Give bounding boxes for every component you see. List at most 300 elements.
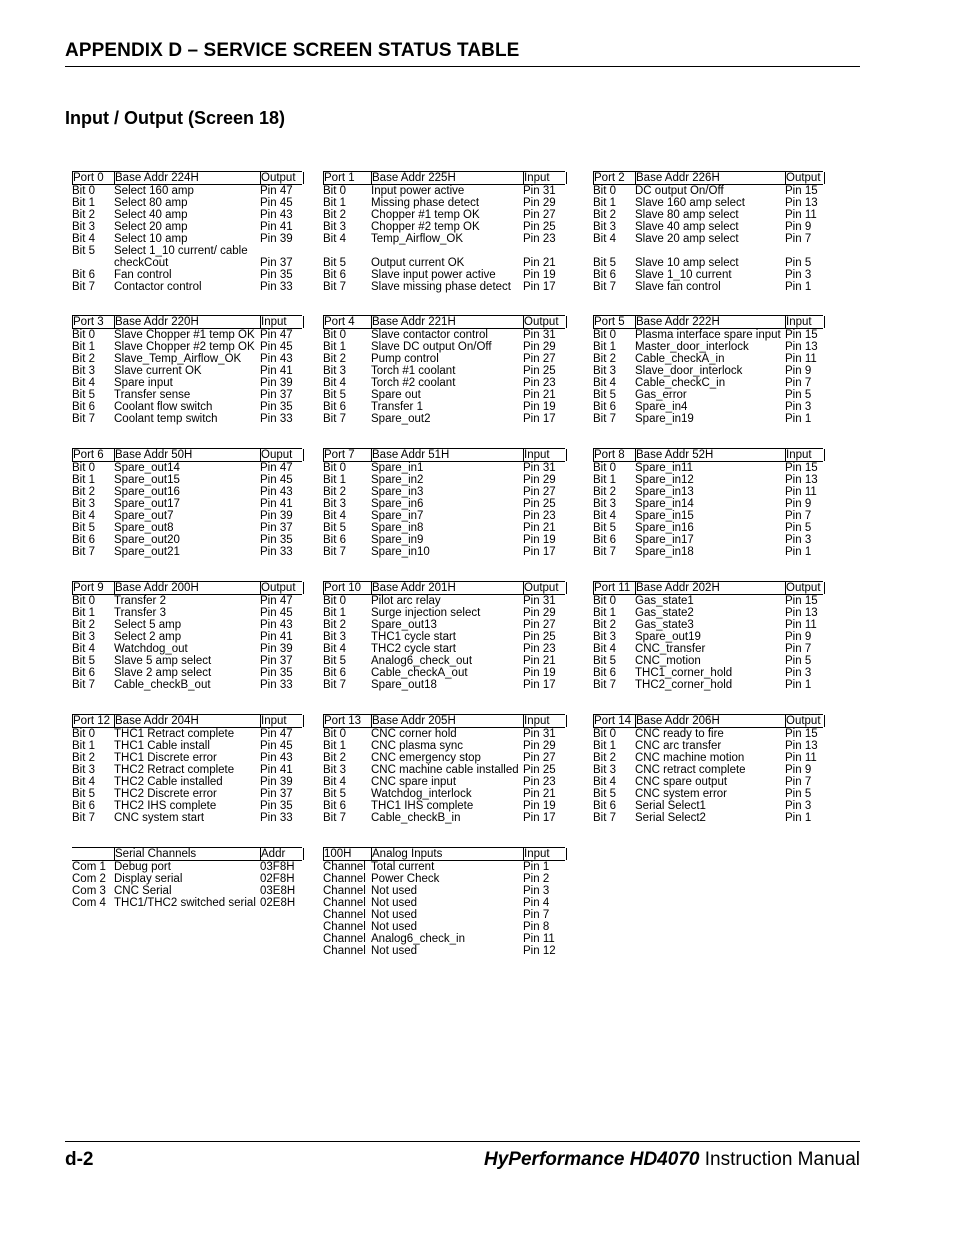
signal-name: Spare_in14 xyxy=(635,498,694,510)
direction-label: Ouput xyxy=(260,449,304,461)
port-table-header xyxy=(323,581,565,595)
table-row xyxy=(323,812,565,824)
table-row xyxy=(323,595,565,607)
bit-label: Bit 1 xyxy=(593,474,617,486)
bit-label: Bit 6 xyxy=(323,534,347,546)
bit-label: Channel xyxy=(323,921,366,933)
table-row xyxy=(323,679,565,691)
signal-name: Gas_error xyxy=(635,389,687,401)
bit-label: Bit 7 xyxy=(323,413,347,425)
bit-label: Bit 4 xyxy=(72,510,96,522)
signal-name: Not used xyxy=(371,885,418,897)
bit-label: Bit 4 xyxy=(72,377,96,389)
signal-name: Cable_checkA_in xyxy=(635,353,725,365)
table-row xyxy=(323,341,565,353)
table-row xyxy=(72,764,302,776)
pin-label: Pin 25 xyxy=(523,631,556,643)
signal-name: Coolant flow switch xyxy=(114,401,213,413)
bit-label: Com 4 xyxy=(72,897,106,909)
base-address: Base Addr 201H xyxy=(371,582,524,594)
signal-name: CNC Serial xyxy=(114,885,172,897)
table-row xyxy=(323,740,565,752)
signal-name: THC1 cycle start xyxy=(371,631,456,643)
bit-label: Bit 7 xyxy=(593,413,617,425)
pin-label: Pin 21 xyxy=(523,257,556,269)
pin-label: Pin 5 xyxy=(785,788,812,800)
pin-label: Pin 39 xyxy=(260,776,293,788)
signal-name xyxy=(371,245,523,257)
bit-label: Bit 6 xyxy=(593,534,617,546)
bit-label: Bit 4 xyxy=(593,510,617,522)
pin-label: Pin 17 xyxy=(523,546,556,558)
signal-name: Select 20 amp xyxy=(114,221,188,233)
table-row xyxy=(72,643,302,655)
bit-label: Com 1 xyxy=(72,861,106,873)
pin-label: Pin 11 xyxy=(785,209,817,221)
bit-label: Bit 7 xyxy=(72,281,96,293)
bit-label: Bit 0 xyxy=(593,595,617,607)
signal-name: Select 40 amp xyxy=(114,209,188,221)
signal-name: Slave_door_interlock xyxy=(635,365,743,377)
port-table-header xyxy=(593,448,823,462)
signal-name: Spare_in7 xyxy=(371,510,424,522)
pin-label: Pin 25 xyxy=(523,221,556,233)
bit-label: Bit 5 xyxy=(323,788,347,800)
table-row xyxy=(323,377,565,389)
signal-name: Select 5 amp xyxy=(114,619,182,631)
pin-label: Pin 15 xyxy=(785,595,818,607)
signal-name: Spare_in3 xyxy=(371,486,424,498)
pin-label: Pin 29 xyxy=(523,607,556,619)
pin-label: Pin 27 xyxy=(523,486,556,498)
pin-label: Pin 17 xyxy=(523,679,556,691)
table-row xyxy=(323,522,565,534)
port-label: Port 1 xyxy=(323,172,372,184)
pin-label: Pin 43 xyxy=(260,209,293,221)
table-row xyxy=(323,257,565,269)
pin-label: Pin 37 xyxy=(260,788,293,800)
direction-label: Output xyxy=(523,582,567,594)
table-row xyxy=(323,764,565,776)
base-address: Base Addr 222H xyxy=(635,316,786,328)
table-row xyxy=(593,269,823,281)
bit-label: Bit 2 xyxy=(593,619,617,631)
pin-label: Pin 7 xyxy=(523,909,550,921)
signal-name: Slave 80 amp select xyxy=(635,209,739,221)
table-row xyxy=(593,788,823,800)
pin-label: Pin 31 xyxy=(523,185,556,197)
signal-name: CNC spare input xyxy=(371,776,457,788)
bit-label: Bit 5 xyxy=(323,655,347,667)
pin-label xyxy=(523,245,565,257)
pin-label: Pin 11 xyxy=(785,752,817,764)
pin-label: Pin 27 xyxy=(523,353,556,365)
bit-label: Bit 3 xyxy=(593,764,617,776)
signal-name: THC1 IHS complete xyxy=(371,800,474,812)
pin-label: Pin 35 xyxy=(260,269,293,281)
footer-suffix: Instruction Manual xyxy=(699,1149,860,1170)
pin-label: Pin 43 xyxy=(260,752,293,764)
base-address: Base Addr 224H xyxy=(114,172,261,184)
pin-label: Pin 39 xyxy=(260,377,293,389)
signal-name: Spare_in18 xyxy=(635,546,694,558)
pin-label: Pin 15 xyxy=(785,462,818,474)
port-label: Port 0 xyxy=(72,172,115,184)
port-table xyxy=(323,171,565,293)
pin-label: Pin 41 xyxy=(260,221,293,233)
pin-label: Pin 37 xyxy=(260,522,293,534)
pin-label: Pin 37 xyxy=(260,655,293,667)
pin-label: Pin 9 xyxy=(785,764,812,776)
bit-label: Bit 5 xyxy=(323,389,347,401)
signal-name: THC2 Discrete error xyxy=(114,788,217,800)
signal-name: THC1 Cable install xyxy=(114,740,210,752)
port-label: Port 9 xyxy=(72,582,115,594)
table-row xyxy=(72,897,302,909)
signal-name: Select 80 amp xyxy=(114,197,188,209)
bit-label: Bit 2 xyxy=(593,752,617,764)
bit-label: Bit 5 xyxy=(72,245,96,257)
signal-name: Slave input power active xyxy=(371,269,496,281)
bit-label: Bit 6 xyxy=(72,667,96,679)
pin-label: Pin 19 xyxy=(523,667,556,679)
signal-name: Transfer 2 xyxy=(114,595,166,607)
pin-label: Pin 11 xyxy=(785,486,817,498)
signal-name: Spare_in9 xyxy=(371,534,424,546)
pin-label: Pin 11 xyxy=(785,619,817,631)
table-row xyxy=(593,510,823,522)
port-label: Port 4 xyxy=(323,316,372,328)
section-title: Input / Output (Screen 18) xyxy=(65,108,286,128)
pin-label: Pin 39 xyxy=(260,643,293,655)
table-row xyxy=(72,776,302,788)
bit-label: Bit 1 xyxy=(72,341,96,353)
table-row xyxy=(593,474,823,486)
signal-name: Gas_state3 xyxy=(635,619,694,631)
pin-label: Pin 3 xyxy=(785,534,812,546)
table-row xyxy=(593,245,823,257)
direction-label: Output xyxy=(523,316,567,328)
port-label: Port 14 xyxy=(593,715,636,727)
bit-label: Bit 2 xyxy=(323,486,347,498)
pin-label: Pin 7 xyxy=(785,776,812,788)
pin-label: Pin 19 xyxy=(523,800,556,812)
port-label: Port 2 xyxy=(593,172,636,184)
signal-name: Slave Chopper #1 temp OK xyxy=(114,329,255,341)
bit-label: Bit 6 xyxy=(593,269,617,281)
table-row xyxy=(323,498,565,510)
bit-label: Bit 3 xyxy=(593,221,617,233)
signal-name: CNC_transfer xyxy=(635,643,706,655)
table-row xyxy=(72,209,302,221)
pin-label: Pin 33 xyxy=(260,679,293,691)
port-label: Port 11 xyxy=(593,582,636,594)
pin-label: Pin 45 xyxy=(260,474,293,486)
bit-label: Bit 3 xyxy=(72,631,96,643)
signal-name: Watchdog_out xyxy=(114,643,188,655)
port-table xyxy=(323,315,565,425)
bit-label: Bit 4 xyxy=(323,510,347,522)
pin-label: Pin 11 xyxy=(523,933,555,945)
pin-label: Pin 7 xyxy=(785,510,812,522)
table-row xyxy=(323,776,565,788)
pin-label: Pin 31 xyxy=(523,728,556,740)
signal-name: Chopper #1 temp OK xyxy=(371,209,480,221)
bit-label: Bit 1 xyxy=(593,740,617,752)
table-row xyxy=(72,522,302,534)
pin-label: Pin 37 xyxy=(260,257,293,269)
signal-name: Spare_out7 xyxy=(114,510,174,522)
bit-label: Channel xyxy=(323,897,366,909)
signal-name: Spare_in15 xyxy=(635,510,694,522)
port-table-header xyxy=(323,714,565,728)
pin-label: Pin 1 xyxy=(785,812,812,824)
bit-label: Channel xyxy=(323,885,366,897)
bit-label: Bit 4 xyxy=(72,776,96,788)
bit-label: Bit 2 xyxy=(323,619,347,631)
bit-label: Bit 5 xyxy=(323,522,347,534)
footer-manual-title xyxy=(484,1149,860,1171)
signal-name: DC output On/Off xyxy=(635,185,724,197)
signal-name: THC1 Discrete error xyxy=(114,752,217,764)
port-table-header xyxy=(72,847,302,861)
pin-label: Pin 47 xyxy=(260,728,293,740)
pin-label: Pin 25 xyxy=(523,764,556,776)
pin-label: Pin 43 xyxy=(260,619,293,631)
signal-name: Slave Chopper #2 temp OK xyxy=(114,341,255,353)
table-row xyxy=(72,185,302,197)
table-row xyxy=(72,655,302,667)
pin-label: Pin 21 xyxy=(523,522,556,534)
direction-label: Input xyxy=(785,449,825,461)
table-row xyxy=(72,462,302,474)
pin-label: Pin 15 xyxy=(785,728,818,740)
table-row xyxy=(72,631,302,643)
table-row xyxy=(323,209,565,221)
pin-label: Pin 3 xyxy=(785,401,812,413)
signal-name: Slave 20 amp select xyxy=(635,233,739,245)
table-row xyxy=(593,800,823,812)
signal-name: Spare_in2 xyxy=(371,474,424,486)
signal-name: Transfer 1 xyxy=(371,401,423,413)
port-label: Port 10 xyxy=(323,582,372,594)
table-row xyxy=(593,752,823,764)
bit-label: Bit 6 xyxy=(323,800,347,812)
bit-label: Bit 4 xyxy=(593,643,617,655)
table-row xyxy=(593,631,823,643)
bit-label: Bit 0 xyxy=(72,329,96,341)
signal-name: Watchdog_interlock xyxy=(371,788,472,800)
table-row xyxy=(72,269,302,281)
pin-label: Pin 43 xyxy=(260,353,293,365)
signal-name: THC2 IHS complete xyxy=(114,800,217,812)
table-row xyxy=(323,197,565,209)
bit-label: Bit 6 xyxy=(72,534,96,546)
signal-name: Spare_in4 xyxy=(635,401,688,413)
base-address: Base Addr 206H xyxy=(635,715,786,727)
bit-label: Bit 2 xyxy=(593,353,617,365)
table-row xyxy=(593,534,823,546)
bit-label: Bit 5 xyxy=(72,389,96,401)
bit-label: Bit 6 xyxy=(323,401,347,413)
pin-label: Pin 9 xyxy=(785,221,812,233)
port-table xyxy=(72,171,302,293)
signal-name: Output current OK xyxy=(371,257,465,269)
bit-label: Bit 2 xyxy=(593,209,617,221)
port-table-header xyxy=(72,171,302,185)
port-table xyxy=(593,171,823,293)
table-row xyxy=(72,377,302,389)
pin-label: Pin 35 xyxy=(260,401,293,413)
port-table xyxy=(323,448,565,558)
table-row xyxy=(593,209,823,221)
table-row xyxy=(323,353,565,365)
bit-label: Bit 1 xyxy=(72,740,96,752)
signal-name: Slave missing phase detect xyxy=(371,281,511,293)
direction-label: Output xyxy=(785,715,825,727)
bit-label: Bit 3 xyxy=(72,221,96,233)
pin-label: Pin 29 xyxy=(523,197,556,209)
bit-label: Bit 5 xyxy=(593,788,617,800)
table-row xyxy=(72,353,302,365)
bit-label: Bit 2 xyxy=(72,486,96,498)
pin-label: Pin 1 xyxy=(523,861,550,873)
bit-label: Bit 4 xyxy=(593,377,617,389)
page-header xyxy=(65,40,860,67)
bit-label: Bit 7 xyxy=(593,281,617,293)
bit-label: Bit 7 xyxy=(72,812,96,824)
pin-label: Pin 47 xyxy=(260,329,293,341)
table-row xyxy=(593,377,823,389)
table-row xyxy=(593,353,823,365)
direction-label: Output xyxy=(260,582,304,594)
table-row xyxy=(323,233,565,245)
bit-label: Bit 5 xyxy=(72,788,96,800)
pin-label: Pin 29 xyxy=(523,474,556,486)
bit-label: Bit 3 xyxy=(72,498,96,510)
signal-name: CNC_motion xyxy=(635,655,701,667)
bit-label: Bit 0 xyxy=(323,462,347,474)
port-label: Port 8 xyxy=(593,449,636,461)
table-row xyxy=(593,655,823,667)
base-address: Base Addr 225H xyxy=(371,172,524,184)
pin-label: Pin 23 xyxy=(523,776,556,788)
table-row xyxy=(593,776,823,788)
table-row xyxy=(72,510,302,522)
bit-label: Bit 1 xyxy=(72,607,96,619)
signal-name: CNC arc transfer xyxy=(635,740,722,752)
table-row xyxy=(323,185,565,197)
signal-name: Spare_out15 xyxy=(114,474,180,486)
port-label: Port 7 xyxy=(323,449,372,461)
signal-name: Pump control xyxy=(371,353,439,365)
bit-label: Bit 7 xyxy=(72,679,96,691)
signal-name: Total current xyxy=(371,861,435,873)
signal-name: Plasma interface spare input xyxy=(635,329,781,341)
table-row xyxy=(593,812,823,824)
signal-name: Spare_out13 xyxy=(371,619,437,631)
bit-label: Bit 6 xyxy=(593,401,617,413)
bit-label: Bit 7 xyxy=(593,679,617,691)
pin-label: 02E8H xyxy=(260,897,296,909)
signal-name: Cable_checkB_in xyxy=(371,812,461,824)
signal-name: Chopper #2 temp OK xyxy=(371,221,480,233)
pin-label: Pin 19 xyxy=(523,269,556,281)
pin-label: Pin 3 xyxy=(785,667,812,679)
port-table xyxy=(323,847,565,957)
bit-label: Bit 6 xyxy=(593,667,617,679)
pin-label: Pin 15 xyxy=(785,185,818,197)
signal-name: THC1_corner_hold xyxy=(635,667,733,679)
bit-label: Bit 5 xyxy=(593,257,617,269)
signal-name: THC2 Retract complete xyxy=(114,764,235,776)
bit-label: Bit 1 xyxy=(593,341,617,353)
signal-name: Cable_checkA_out xyxy=(371,667,468,679)
signal-name: Spare_out19 xyxy=(635,631,701,643)
bit-label: Bit 4 xyxy=(72,233,96,245)
signal-name: THC2 cycle start xyxy=(371,643,456,655)
bit-label: Bit 5 xyxy=(593,389,617,401)
bit-label: Bit 1 xyxy=(323,607,347,619)
table-row xyxy=(593,185,823,197)
signal-name: Spare_in1 xyxy=(371,462,424,474)
signal-name: Power Check xyxy=(371,873,440,885)
bit-label: Bit 1 xyxy=(323,474,347,486)
signal-name: Slave_Temp_Airflow_OK xyxy=(114,353,242,365)
pin-label: Pin 7 xyxy=(785,233,812,245)
pin-label: Pin 13 xyxy=(785,740,818,752)
port-label: Port 6 xyxy=(72,449,115,461)
table-row xyxy=(593,486,823,498)
base-address: Base Addr 51H xyxy=(371,449,524,461)
pin-label: Pin 13 xyxy=(785,341,818,353)
pin-label: Pin 41 xyxy=(260,764,293,776)
table-row xyxy=(72,329,302,341)
signal-name: Analog6_check_out xyxy=(371,655,473,667)
table-row xyxy=(593,341,823,353)
port-table-header xyxy=(72,581,302,595)
table-row xyxy=(593,764,823,776)
table-row xyxy=(72,800,302,812)
bit-label: Bit 0 xyxy=(323,329,347,341)
table-row xyxy=(72,498,302,510)
table-row xyxy=(593,546,823,558)
signal-name: Spare_in19 xyxy=(635,413,694,425)
bit-label: Bit 2 xyxy=(72,619,96,631)
bit-label: Bit 7 xyxy=(593,812,617,824)
table-row xyxy=(72,679,302,691)
signal-name: Select 10 amp xyxy=(114,233,188,245)
table-row xyxy=(323,667,565,679)
signal-name: Display serial xyxy=(114,873,183,885)
table-row xyxy=(72,667,302,679)
pin-label: Pin 45 xyxy=(260,740,293,752)
signal-name: Slave 40 amp select xyxy=(635,221,739,233)
pin-label: Pin 33 xyxy=(260,281,293,293)
bit-label: Bit 6 xyxy=(323,667,347,679)
port-table-header xyxy=(593,315,823,329)
table-row xyxy=(72,728,302,740)
bit-label: Channel xyxy=(323,945,366,957)
base-address: Base Addr 50H xyxy=(114,449,261,461)
bit-label: Com 2 xyxy=(72,873,106,885)
bit-label: Bit 0 xyxy=(593,329,617,341)
pin-label: Pin 31 xyxy=(523,462,556,474)
pin-label: Pin 23 xyxy=(523,510,556,522)
table-row xyxy=(593,740,823,752)
signal-name: Torch #2 coolant xyxy=(371,377,456,389)
bit-label: Bit 5 xyxy=(593,522,617,534)
